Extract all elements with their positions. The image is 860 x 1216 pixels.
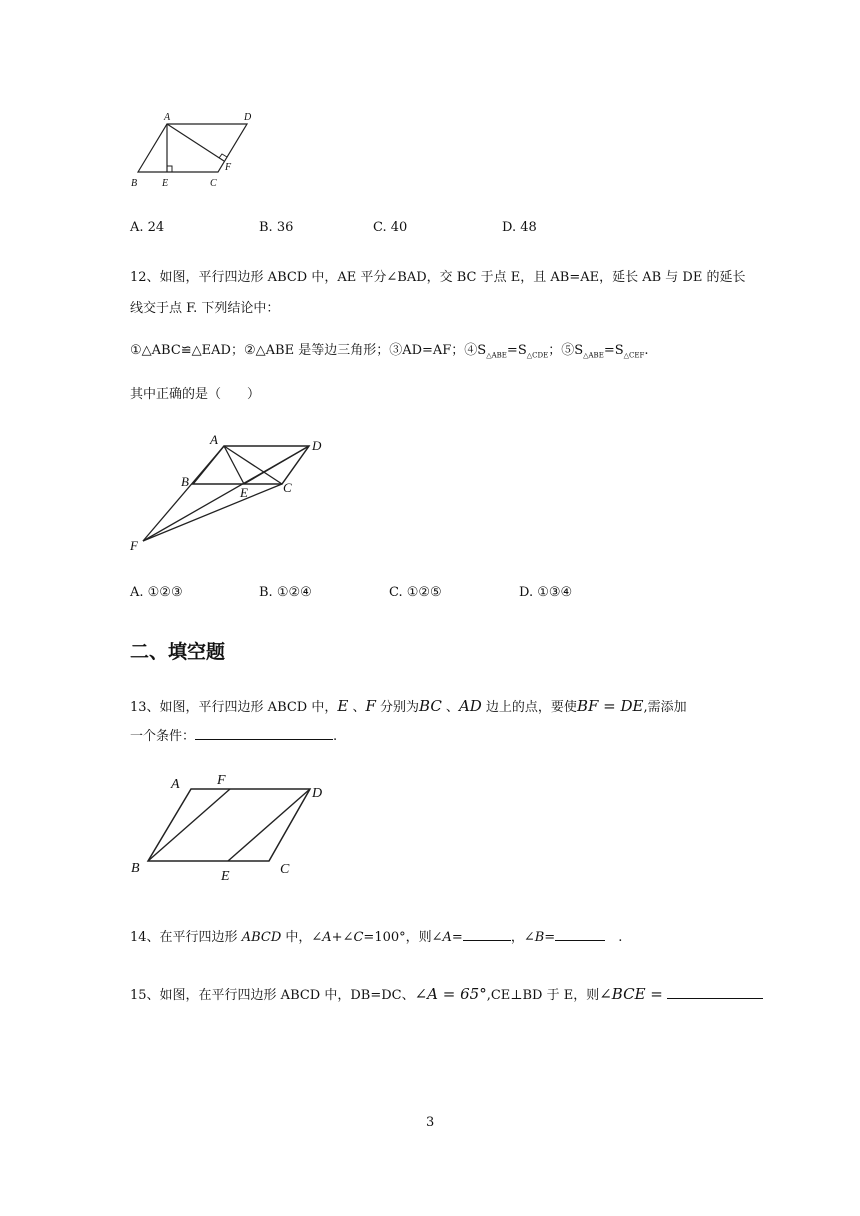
q12-question: 其中正确的是（ ） [130,387,261,402]
label-e: E [221,869,230,884]
q11-option-a: A. 24 [130,220,165,235]
label-f: F [217,773,226,788]
label-e: E [240,485,248,500]
q11-option-c: C. 40 [373,220,408,235]
q13-stem-line1: 13、如图，平行四边形 ABCD 中，E 、F 分别为BC 、AD 边上的点，要使BF = DE,需添加 [130,697,687,715]
label-b: B [181,474,189,489]
q12-stem-line2: 线交于点 F. 下列结论中： [130,301,280,316]
figure-q12 [126,428,326,553]
figure-q11-parallelogram [128,108,258,190]
label-b: B [131,178,138,189]
page-number: 3 [426,1115,435,1130]
label-f: F [225,162,232,173]
parallelogram-abcd [193,446,309,484]
q15-stem: 15、如图，在平行四边形 ABCD 中，DB=DC、∠A = 65°,CE⊥BD 于 E，则∠BCE = [130,984,763,1003]
segment-fc [143,484,282,541]
label-c: C [210,178,217,189]
q12-option-d: D. ①③④ [519,585,573,600]
label-a: A [210,432,218,447]
label-a: A [171,777,180,792]
right-angle-mark-f [219,154,227,158]
segment-fb [143,446,224,541]
segment-bf [148,789,230,861]
figure-q13 [128,768,338,886]
label-c: C [280,862,290,877]
q14-stem: 14、在平行四边形 ABCD 中，∠A+∠C=100°，则∠A= ，∠B= . [130,930,623,945]
label-e: E [162,178,169,189]
label-d: D [312,438,322,453]
label-d: D [244,112,252,123]
right-angle-mark-e [167,166,172,172]
q13-stem-line2: 一个条件： . [130,729,338,744]
segment-ed [228,789,310,861]
section-title-fill-in: 二、填空题 [130,641,226,663]
label-a: A [164,112,171,123]
label-b: B [131,861,140,876]
q12-stem-line1: 12、如图，平行四边形 ABCD 中，AE 平分∠BAD，交 BC 于点 E，且 AB=AE，延长 AB 与 DE 的延长 [130,270,746,285]
q15-answer-blank[interactable] [667,986,763,999]
q11-option-b: B. 36 [259,220,294,235]
segment-af [167,124,224,161]
q13-answer-blank[interactable] [195,727,333,740]
label-d: D [312,786,323,801]
parallelogram-abcd [148,789,310,861]
q11-option-d: D. 48 [502,220,537,235]
q12-option-b: B. ①②④ [259,585,312,600]
label-f: F [130,538,138,553]
q14-answer-blank-b[interactable] [555,928,605,941]
q14-answer-blank-a[interactable] [463,928,511,941]
q12-option-a: A. ①②③ [130,585,183,600]
segment-ae [224,446,244,484]
label-c: C [283,480,292,495]
q12-conclusions: ①△ABC≌△EAD；②△ABE 是等边三角形；③AD=AF；$④S_{\triangle ABE}=S_{\triangle CDE}$；$⑤S_{\triangle ABE}=S_{\triangle CEF}$. [130,343,649,360]
q12-option-c: C. ①②⑤ [389,585,442,600]
